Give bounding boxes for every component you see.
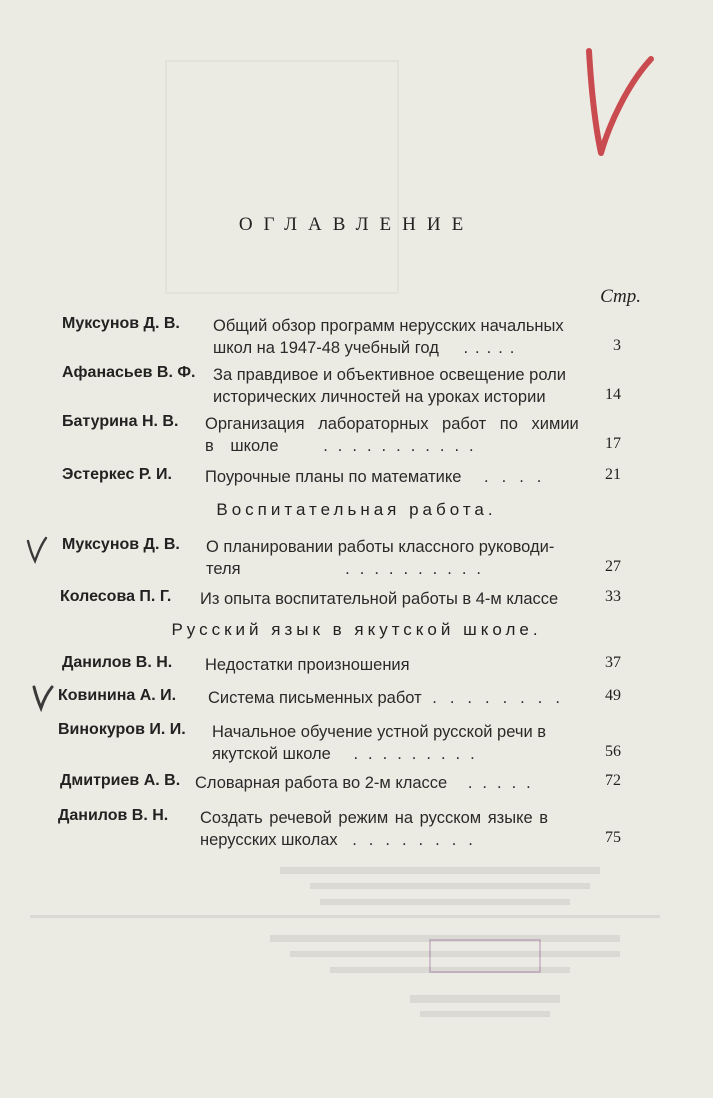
entry-page-number: 3	[613, 337, 621, 354]
entry-leader-dots: .....	[467, 774, 541, 792]
entry-title	[206, 536, 596, 580]
entry-title-line1: Начальное обучение устной русской речи в	[212, 723, 547, 741]
page-title: ОГЛАВЛЕНИЕ	[238, 214, 475, 235]
entry-author: Муксунов Д. В.	[62, 315, 180, 332]
entry-title	[213, 364, 593, 408]
entry-title	[205, 466, 595, 488]
page-column-label: Стр.	[600, 286, 641, 307]
entry-title	[212, 721, 602, 765]
entry-author: Афанасьев В. Ф.	[62, 364, 196, 381]
entry-author: Эстеркес Р. И.	[62, 466, 172, 483]
entry-title-line1: Поурочные планы по математике	[205, 468, 462, 486]
entry-title-line1: За правдивое и объективное освещение роли	[213, 366, 566, 384]
entry-page-number: 33	[605, 588, 621, 605]
entry-author: Винокуров И. И.	[58, 721, 186, 738]
entry-title-line2: исторических личностей на уроках истории	[213, 388, 546, 406]
imprint-show-through	[30, 855, 680, 1035]
handwritten-check-icon	[30, 683, 54, 713]
entry-title-line2: якутской школе	[212, 745, 331, 763]
entry-title	[200, 588, 595, 610]
entry-title-line2: школ на 1947-48 учебный год	[213, 339, 439, 357]
section-heading: Воспитательная работа.	[216, 500, 497, 519]
red-checkmark-icon	[575, 45, 655, 165]
entry-title-line1: Недостатки произношения	[205, 656, 410, 674]
entry-page-number: 49	[605, 687, 621, 704]
entry-page-number: 21	[605, 466, 621, 483]
entry-page-number: 72	[605, 772, 621, 789]
entry-title-line2: теля	[206, 560, 241, 578]
entry-leader-dots: ...........	[323, 437, 484, 455]
entry-page-number: 17	[605, 435, 621, 452]
entry-author: Батурина Н. В.	[62, 413, 179, 430]
entry-title-line2: в школе	[205, 437, 279, 455]
entry-leader-dots: ........	[352, 831, 485, 849]
entry-author: Ковинина А. И.	[58, 687, 177, 704]
entry-title-line1: Система письменных работ	[208, 689, 422, 707]
entry-page-number: 56	[605, 743, 621, 760]
entry-title	[205, 654, 595, 676]
entry-title	[195, 772, 595, 794]
entry-author: Муксунов Д. В.	[62, 536, 180, 553]
show-through-frame	[165, 60, 399, 294]
entry-title	[200, 807, 600, 851]
section-heading: Русский язык в якутской школе.	[171, 620, 542, 639]
entry-title-line1: Создать речевой режим на русском языке в	[200, 809, 549, 827]
entry-title-line1: Общий обзор программ нерусских начальных	[213, 317, 564, 335]
entry-title-line1: Словарная работа во 2-м классе	[195, 774, 448, 792]
entry-title-line1: Из опыта воспитательной работы в 4-м классе	[200, 590, 559, 608]
entry-leader-dots: ........	[432, 689, 573, 707]
entry-leader-dots: .........	[353, 745, 485, 763]
entry-author: Дмитриев А. В.	[60, 772, 181, 789]
entry-page-number: 75	[605, 829, 621, 846]
entry-author: Данилов В. Н.	[58, 807, 169, 824]
entry-title-line1: О планировании работы классного руководи-	[206, 538, 555, 556]
entry-title	[213, 315, 593, 359]
handwritten-check-icon	[24, 535, 48, 565]
entry-title-line1: Организация лабораторных работ по химии	[205, 415, 579, 433]
entry-page-number: 27	[605, 558, 621, 575]
entry-leader-dots: .....	[463, 339, 522, 357]
entry-page-number: 14	[605, 386, 621, 403]
entry-title-line2: нерусских школах	[200, 831, 338, 849]
entry-title	[205, 413, 595, 457]
entry-author: Колесова П. Г.	[60, 588, 172, 605]
entry-leader-dots: ....	[484, 468, 555, 486]
entry-title	[208, 687, 598, 709]
entry-author: Данилов В. Н.	[62, 654, 173, 671]
entry-page-number: 37	[605, 654, 621, 671]
entry-leader-dots: ..........	[345, 560, 492, 578]
